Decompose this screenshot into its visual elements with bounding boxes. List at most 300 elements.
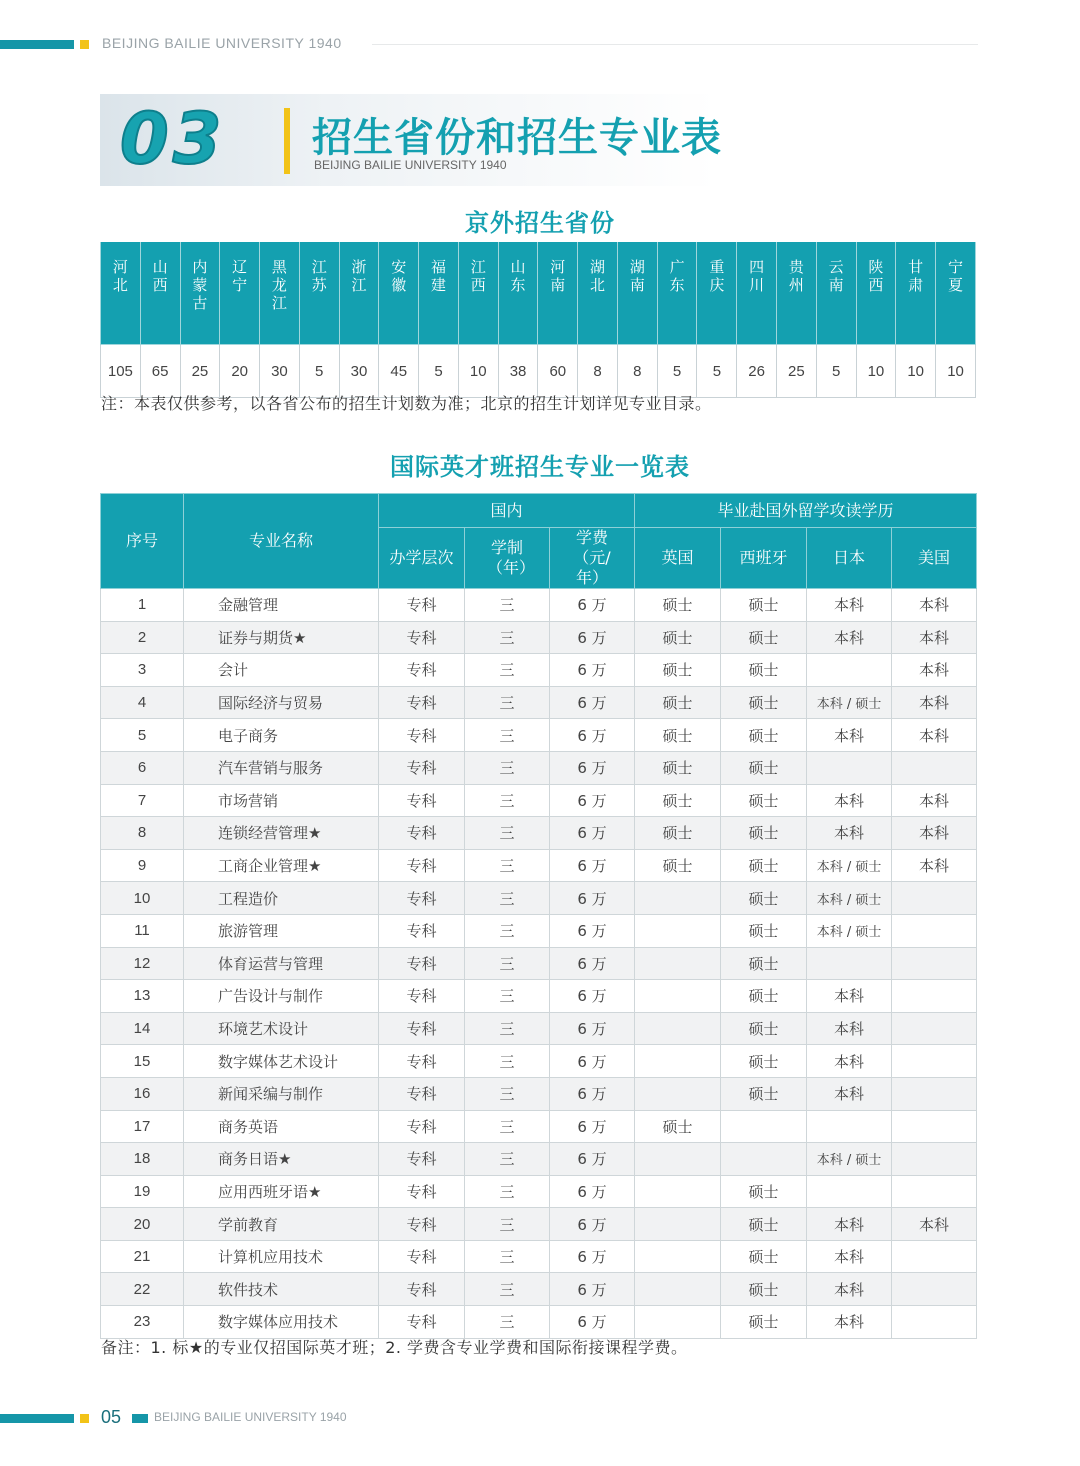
degree-spain — [721, 1110, 807, 1143]
major-name: 汽车营销与服务 — [184, 751, 379, 784]
table-row — [101, 817, 977, 850]
degree-japan: 本科 — [807, 1045, 892, 1078]
degree-usa — [892, 914, 977, 947]
province-name: 湖北 — [590, 258, 606, 294]
major-level: 专科 — [379, 1175, 465, 1208]
degree-uk — [635, 1240, 721, 1273]
major-fee: 6 万 — [550, 686, 635, 719]
major-index: 4 — [101, 686, 184, 719]
major-level: 专科 — [379, 817, 465, 850]
major-fee: 6 万 — [550, 914, 635, 947]
province-name: 贵州 — [788, 258, 804, 294]
degree-spain: 硕士 — [721, 1012, 807, 1045]
major-name: 旅游管理 — [184, 914, 379, 947]
major-duration: 三 — [465, 914, 550, 947]
degree-uk — [635, 1175, 721, 1208]
degree-japan: 本科 — [807, 1208, 892, 1241]
major-duration: 三 — [465, 947, 550, 980]
major-duration: 三 — [465, 1012, 550, 1045]
major-level: 专科 — [379, 784, 465, 817]
major-name: 会计 — [184, 654, 379, 687]
table-row — [101, 1012, 977, 1045]
degree-uk — [635, 914, 721, 947]
degree-japan — [807, 1175, 892, 1208]
header-accent-bar — [0, 40, 74, 49]
province-count: 45 — [379, 345, 419, 398]
header-fee-text: 学费（元/年） — [573, 528, 611, 587]
major-duration: 三 — [465, 589, 550, 622]
degree-japan: 本科 — [807, 784, 892, 817]
table-row — [101, 1077, 977, 1110]
major-index: 7 — [101, 784, 184, 817]
degree-japan: 本科 — [807, 589, 892, 622]
degree-japan — [807, 947, 892, 980]
degree-usa: 本科 — [892, 719, 977, 752]
header-uk: 英国 — [635, 528, 721, 589]
table-row — [101, 686, 977, 719]
province-name-cell — [379, 242, 419, 345]
province-name: 黑龙江 — [271, 258, 287, 312]
province-name: 甘肃 — [908, 258, 924, 294]
degree-japan: 本科 / 硕士 — [807, 849, 892, 882]
table-row — [101, 654, 977, 687]
header-accent-square — [80, 40, 89, 49]
degree-uk: 硕士 — [635, 784, 721, 817]
table-row — [101, 1240, 977, 1273]
province-count: 5 — [816, 345, 856, 398]
major-name: 商务英语 — [184, 1110, 379, 1143]
degree-usa — [892, 1175, 977, 1208]
province-name: 重庆 — [709, 258, 725, 294]
provinces-title: 京外招生省份 — [465, 209, 615, 237]
major-duration: 三 — [465, 686, 550, 719]
province-name: 山西 — [152, 258, 168, 294]
province-count: 105 — [101, 345, 141, 398]
province-name-cell — [419, 242, 459, 345]
degree-usa — [892, 947, 977, 980]
province-count: 65 — [140, 345, 180, 398]
major-fee: 6 万 — [550, 1143, 635, 1176]
province-name-cell — [260, 242, 300, 345]
table-row — [101, 719, 977, 752]
major-level: 专科 — [379, 914, 465, 947]
table-row — [101, 589, 977, 622]
major-index: 12 — [101, 947, 184, 980]
major-name: 环境艺术设计 — [184, 1012, 379, 1045]
province-count: 5 — [299, 345, 339, 398]
major-index: 14 — [101, 1012, 184, 1045]
section-title: 招生省份和招生专业表 — [312, 115, 722, 161]
province-count: 38 — [498, 345, 538, 398]
major-level: 专科 — [379, 1273, 465, 1306]
section-subtitle: BEIJING BAILIE UNIVERSITY 1940 — [314, 158, 507, 172]
degree-japan — [807, 654, 892, 687]
header-divider — [372, 44, 978, 45]
major-duration: 三 — [465, 751, 550, 784]
major-duration: 三 — [465, 817, 550, 850]
major-fee: 6 万 — [550, 1012, 635, 1045]
degree-spain: 硕士 — [721, 1208, 807, 1241]
province-name: 河北 — [112, 258, 128, 294]
major-name: 学前教育 — [184, 1208, 379, 1241]
footer-accent-square — [80, 1414, 89, 1423]
province-count: 30 — [339, 345, 379, 398]
province-name-cell — [896, 242, 936, 345]
province-count: 10 — [856, 345, 896, 398]
major-duration: 三 — [465, 1273, 550, 1306]
provinces-note: 注：本表仅供参考，以各省公布的招生计划数为准；北京的招生计划详见专业目录。 — [101, 394, 712, 413]
section-number: 03 — [120, 98, 226, 180]
province-count: 30 — [260, 345, 300, 398]
degree-uk: 硕士 — [635, 654, 721, 687]
province-count: 20 — [220, 345, 260, 398]
table-row — [101, 751, 977, 784]
province-name-cell — [220, 242, 260, 345]
major-name: 工商企业管理★ — [184, 849, 379, 882]
degree-spain: 硕士 — [721, 914, 807, 947]
major-duration: 三 — [465, 654, 550, 687]
degree-spain: 硕士 — [721, 1175, 807, 1208]
page-number: 05 — [101, 1407, 122, 1427]
major-fee: 6 万 — [550, 589, 635, 622]
province-count: 25 — [180, 345, 220, 398]
degree-spain: 硕士 — [721, 784, 807, 817]
major-fee: 6 万 — [550, 654, 635, 687]
major-name: 金融管理 — [184, 589, 379, 622]
major-name: 新闻采编与制作 — [184, 1077, 379, 1110]
major-name: 市场营销 — [184, 784, 379, 817]
degree-uk — [635, 1208, 721, 1241]
province-name: 安徽 — [391, 258, 407, 294]
header-spain: 西班牙 — [721, 528, 807, 589]
major-level: 专科 — [379, 686, 465, 719]
province-name-cell — [578, 242, 618, 345]
major-index: 16 — [101, 1077, 184, 1110]
major-duration: 三 — [465, 1110, 550, 1143]
provinces-name-row — [101, 242, 976, 345]
degree-uk: 硕士 — [635, 751, 721, 784]
header-level: 办学层次 — [379, 528, 465, 589]
province-name: 辽宁 — [232, 258, 248, 294]
degree-uk — [635, 882, 721, 915]
degree-usa: 本科 — [892, 654, 977, 687]
header-major-name: 专业名称 — [184, 494, 379, 589]
degree-usa: 本科 — [892, 849, 977, 882]
major-index: 8 — [101, 817, 184, 850]
degree-spain: 硕士 — [721, 719, 807, 752]
degree-spain: 硕士 — [721, 686, 807, 719]
major-fee: 6 万 — [550, 1045, 635, 1078]
major-fee: 6 万 — [550, 1208, 635, 1241]
major-index: 13 — [101, 980, 184, 1013]
major-index: 11 — [101, 914, 184, 947]
province-name-cell — [180, 242, 220, 345]
major-name: 工程造价 — [184, 882, 379, 915]
major-name: 应用西班牙语★ — [184, 1175, 379, 1208]
province-name-cell — [458, 242, 498, 345]
degree-spain: 硕士 — [721, 817, 807, 850]
province-name-cell — [101, 242, 141, 345]
degree-spain: 硕士 — [721, 1306, 807, 1339]
major-level: 专科 — [379, 947, 465, 980]
degree-japan — [807, 1110, 892, 1143]
table-row — [101, 1110, 977, 1143]
major-level: 专科 — [379, 654, 465, 687]
major-duration: 三 — [465, 1045, 550, 1078]
footer-strip — [0, 1409, 1080, 1429]
major-duration: 三 — [465, 1077, 550, 1110]
major-duration: 三 — [465, 719, 550, 752]
major-name: 体育运营与管理 — [184, 947, 379, 980]
province-count: 10 — [936, 345, 976, 398]
major-duration: 三 — [465, 1306, 550, 1339]
degree-spain: 硕士 — [721, 849, 807, 882]
degree-spain: 硕士 — [721, 980, 807, 1013]
degree-usa — [892, 1306, 977, 1339]
major-name: 软件技术 — [184, 1273, 379, 1306]
degree-usa — [892, 1077, 977, 1110]
province-name-cell — [617, 242, 657, 345]
degree-uk — [635, 1143, 721, 1176]
major-duration: 三 — [465, 1175, 550, 1208]
degree-uk: 硕士 — [635, 849, 721, 882]
table-row — [101, 980, 977, 1013]
province-name: 江西 — [470, 258, 486, 294]
major-index: 6 — [101, 751, 184, 784]
majors-table — [100, 493, 977, 1339]
table-row — [101, 947, 977, 980]
province-name: 山东 — [510, 258, 526, 294]
province-name-cell — [657, 242, 697, 345]
major-level: 专科 — [379, 1077, 465, 1110]
header-duration — [465, 528, 550, 589]
degree-usa — [892, 1045, 977, 1078]
province-name-cell — [856, 242, 896, 345]
degree-usa: 本科 — [892, 686, 977, 719]
major-index: 19 — [101, 1175, 184, 1208]
degree-uk — [635, 1045, 721, 1078]
province-count: 10 — [896, 345, 936, 398]
degree-usa — [892, 751, 977, 784]
province-name: 云南 — [828, 258, 844, 294]
major-name: 连锁经营管理★ — [184, 817, 379, 850]
province-count: 60 — [538, 345, 578, 398]
degree-uk: 硕士 — [635, 817, 721, 850]
major-duration: 三 — [465, 784, 550, 817]
degree-usa: 本科 — [892, 621, 977, 654]
major-duration: 三 — [465, 849, 550, 882]
degree-spain: 硕士 — [721, 1273, 807, 1306]
degree-usa — [892, 1273, 977, 1306]
major-index: 1 — [101, 589, 184, 622]
section-divider — [284, 108, 290, 174]
major-duration: 三 — [465, 1240, 550, 1273]
degree-usa — [892, 1012, 977, 1045]
major-fee: 6 万 — [550, 1175, 635, 1208]
major-level: 专科 — [379, 882, 465, 915]
header-brand: BEIJING BAILIE UNIVERSITY 1940 — [102, 35, 342, 51]
province-name: 浙江 — [351, 258, 367, 294]
major-level: 专科 — [379, 1143, 465, 1176]
major-level: 专科 — [379, 849, 465, 882]
degree-japan: 本科 — [807, 621, 892, 654]
section-heading — [100, 94, 750, 186]
table-row — [101, 1306, 977, 1339]
major-duration: 三 — [465, 1208, 550, 1241]
header-domestic: 国内 — [379, 494, 635, 528]
major-index: 3 — [101, 654, 184, 687]
province-name-cell — [936, 242, 976, 345]
major-level: 专科 — [379, 589, 465, 622]
degree-spain: 硕士 — [721, 947, 807, 980]
major-level: 专科 — [379, 1045, 465, 1078]
major-name: 广告设计与制作 — [184, 980, 379, 1013]
major-fee: 6 万 — [550, 882, 635, 915]
major-fee: 6 万 — [550, 1110, 635, 1143]
major-fee: 6 万 — [550, 1273, 635, 1306]
footer-marker — [132, 1414, 148, 1423]
degree-uk — [635, 1077, 721, 1110]
major-index: 5 — [101, 719, 184, 752]
degree-uk: 硕士 — [635, 621, 721, 654]
table-row — [101, 849, 977, 882]
province-count: 5 — [697, 345, 737, 398]
degree-usa — [892, 882, 977, 915]
header-duration-text: 学制（年） — [487, 538, 536, 577]
header-fee — [550, 528, 635, 589]
major-name: 电子商务 — [184, 719, 379, 752]
province-count: 5 — [419, 345, 459, 398]
degree-spain: 硕士 — [721, 751, 807, 784]
degree-japan: 本科 — [807, 1077, 892, 1110]
majors-table-body — [101, 589, 977, 1339]
major-name: 国际经济与贸易 — [184, 686, 379, 719]
degree-japan: 本科 — [807, 1306, 892, 1339]
degree-usa: 本科 — [892, 1208, 977, 1241]
major-fee: 6 万 — [550, 1240, 635, 1273]
degree-spain: 硕士 — [721, 1077, 807, 1110]
major-index: 20 — [101, 1208, 184, 1241]
header-japan: 日本 — [807, 528, 892, 589]
major-index: 22 — [101, 1273, 184, 1306]
major-level: 专科 — [379, 751, 465, 784]
major-fee: 6 万 — [550, 849, 635, 882]
province-name: 江苏 — [311, 258, 327, 294]
table-row — [101, 1045, 977, 1078]
province-count: 8 — [578, 345, 618, 398]
table-row — [101, 882, 977, 915]
major-fee: 6 万 — [550, 751, 635, 784]
major-fee: 6 万 — [550, 784, 635, 817]
major-level: 专科 — [379, 1110, 465, 1143]
major-duration: 三 — [465, 882, 550, 915]
major-name: 计算机应用技术 — [184, 1240, 379, 1273]
table-row — [101, 1143, 977, 1176]
province-count: 26 — [737, 345, 777, 398]
major-duration: 三 — [465, 1143, 550, 1176]
province-name-cell — [538, 242, 578, 345]
major-index: 23 — [101, 1306, 184, 1339]
major-fee: 6 万 — [550, 1077, 635, 1110]
degree-uk — [635, 947, 721, 980]
major-name: 数字媒体艺术设计 — [184, 1045, 379, 1078]
degree-usa — [892, 980, 977, 1013]
province-name-cell — [299, 242, 339, 345]
province-name: 四川 — [749, 258, 765, 294]
degree-uk — [635, 1273, 721, 1306]
degree-uk: 硕士 — [635, 1110, 721, 1143]
footer-accent-bar — [0, 1414, 74, 1423]
major-level: 专科 — [379, 1240, 465, 1273]
degree-spain — [721, 1143, 807, 1176]
degree-uk: 硕士 — [635, 719, 721, 752]
province-count: 10 — [458, 345, 498, 398]
header-abroad: 毕业赴国外留学攻读学历 — [635, 494, 977, 528]
degree-spain: 硕士 — [721, 1240, 807, 1273]
major-fee: 6 万 — [550, 621, 635, 654]
province-name: 宁夏 — [948, 258, 964, 294]
degree-japan: 本科 — [807, 817, 892, 850]
header-index: 序号 — [101, 494, 184, 589]
major-level: 专科 — [379, 719, 465, 752]
degree-usa: 本科 — [892, 784, 977, 817]
table-row — [101, 914, 977, 947]
province-name: 广东 — [669, 258, 685, 294]
major-index: 15 — [101, 1045, 184, 1078]
degree-uk: 硕士 — [635, 589, 721, 622]
degree-japan: 本科 — [807, 1012, 892, 1045]
degree-spain: 硕士 — [721, 1045, 807, 1078]
table-row — [101, 621, 977, 654]
major-name: 数字媒体应用技术 — [184, 1306, 379, 1339]
header-usa: 美国 — [892, 528, 977, 589]
table-row — [101, 1208, 977, 1241]
degree-uk: 硕士 — [635, 686, 721, 719]
degree-uk — [635, 1012, 721, 1045]
province-count: 25 — [777, 345, 817, 398]
degree-usa — [892, 1143, 977, 1176]
province-name: 河南 — [550, 258, 566, 294]
degree-spain: 硕士 — [721, 621, 807, 654]
major-level: 专科 — [379, 980, 465, 1013]
degree-japan: 本科 — [807, 1240, 892, 1273]
footer-brand: BEIJING BAILIE UNIVERSITY 1940 — [154, 1410, 347, 1424]
major-index: 2 — [101, 621, 184, 654]
degree-usa: 本科 — [892, 589, 977, 622]
province-name-cell — [498, 242, 538, 345]
province-count: 8 — [617, 345, 657, 398]
province-name: 湖南 — [629, 258, 645, 294]
majors-note: 备注：1. 标★的专业仅招国际英才班；2. 学费含专业学费和国际衔接课程学费。 — [101, 1338, 688, 1357]
province-name-cell — [697, 242, 737, 345]
table-row — [101, 1273, 977, 1306]
major-level: 专科 — [379, 1012, 465, 1045]
degree-spain: 硕士 — [721, 882, 807, 915]
major-duration: 三 — [465, 980, 550, 1013]
provinces-count-row — [101, 345, 976, 398]
major-index: 18 — [101, 1143, 184, 1176]
major-fee: 6 万 — [550, 817, 635, 850]
provinces-table — [100, 242, 976, 398]
major-fee: 6 万 — [550, 1306, 635, 1339]
major-duration: 三 — [465, 621, 550, 654]
majors-title: 国际英才班招生专业一览表 — [390, 453, 690, 481]
province-count: 5 — [657, 345, 697, 398]
table-row — [101, 1175, 977, 1208]
degree-usa: 本科 — [892, 817, 977, 850]
major-name: 商务日语★ — [184, 1143, 379, 1176]
major-fee: 6 万 — [550, 947, 635, 980]
